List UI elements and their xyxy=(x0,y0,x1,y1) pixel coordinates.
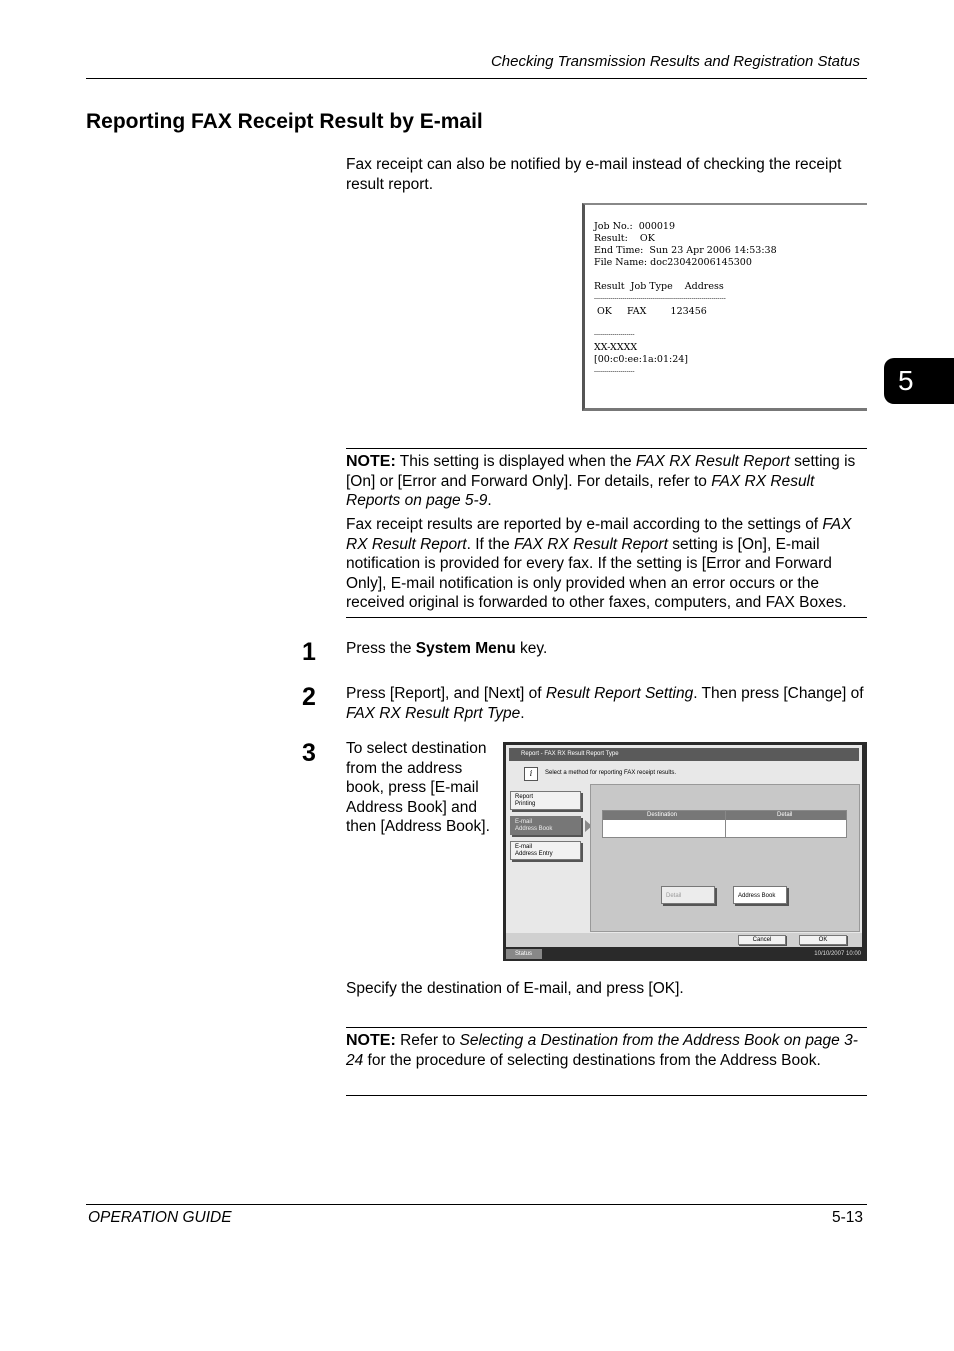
report-line: ----------------------------------------------------------------- xyxy=(594,295,726,302)
note-emphasis: FAX RX Result Report xyxy=(346,516,852,553)
step-number: 1 xyxy=(302,638,316,666)
note-reference: FAX RX Result Reports on page 5-9 xyxy=(346,472,815,509)
report-line: Result Job Type Address xyxy=(594,281,724,292)
setting-name: FAX RX Result Rprt Type xyxy=(346,704,521,722)
step-text xyxy=(346,639,867,659)
note-reference: Selecting a Destination from the Address Book on page 3-24 xyxy=(346,1032,858,1069)
info-icon: i xyxy=(524,767,538,781)
report-line: End Time: Sun 23 Apr 2006 14:53:38 xyxy=(594,245,777,256)
column-destination: Destination xyxy=(647,812,678,818)
button-label: Printing xyxy=(515,801,536,807)
report-line: Job No.: 000019 xyxy=(594,221,676,232)
note-text: Refer to xyxy=(395,1032,460,1049)
footer-guide-name: OPERATION GUIDE xyxy=(88,1209,232,1226)
note-paragraph xyxy=(346,452,867,511)
destination-table[interactable] xyxy=(602,810,847,838)
report-line: Result: OK xyxy=(594,233,655,244)
note-rule-bottom xyxy=(346,1095,867,1096)
note-text: for the procedure of selecting destinations from the Address Book. xyxy=(363,1051,821,1069)
footer-rule xyxy=(86,1204,867,1205)
report-line: -------------------- xyxy=(594,331,635,338)
step-text-part: Press [Report], and [Next] of xyxy=(346,685,546,702)
note-rule-bottom xyxy=(346,617,867,618)
address-book-button[interactable]: Address Book xyxy=(733,886,787,904)
report-email-image xyxy=(582,203,867,411)
button-label: Address Entry xyxy=(515,851,553,857)
note-text: setting is [On] or [Error and Forward Only]. For details, refer to xyxy=(346,453,856,490)
column-detail: Detail xyxy=(777,812,793,818)
button-label: E-mail xyxy=(515,819,533,825)
page-title: Reporting FAX Receipt Result by E-mail xyxy=(86,110,483,133)
report-printing-button[interactable] xyxy=(510,791,581,810)
step-number: 2 xyxy=(302,683,316,711)
intro-paragraph: Fax receipt can also be notified by e-mail instead of checking the receipt result report. xyxy=(346,156,842,193)
footer-page-number: 5-13 xyxy=(831,1209,863,1226)
key-name: System Menu xyxy=(415,640,516,657)
cancel-button[interactable]: Cancel xyxy=(738,935,786,945)
destination-panel xyxy=(590,784,860,932)
panel-screenshot xyxy=(503,742,867,961)
button-label: E-mail xyxy=(515,844,533,850)
setting-name: Result Report Setting xyxy=(545,685,694,702)
step-number: 3 xyxy=(302,739,316,767)
note-text: . xyxy=(487,492,492,509)
report-line: [00:c0:ee:1a:01:24] xyxy=(594,354,688,365)
note-emphasis: FAX RX Result Report xyxy=(635,453,790,470)
screen-title: Report - FAX RX Result Report Type xyxy=(509,748,859,761)
step-text-part: . Then press [Change] of xyxy=(693,685,864,702)
email-address-entry-button[interactable] xyxy=(510,841,581,860)
note-label: NOTE: xyxy=(346,1032,396,1049)
report-line: XX-XXXX xyxy=(594,342,638,353)
step-text: To select destination from the address book, press [E-mail Address Book] and then [Address Book]. xyxy=(346,740,490,835)
report-line: -------------------- xyxy=(594,368,635,375)
specify-paragraph: Specify the destination of E-mail, and press [OK]. xyxy=(346,980,684,997)
screen-action-bar xyxy=(506,933,862,947)
email-address-book-button[interactable] xyxy=(510,816,581,835)
step-text-part: . xyxy=(520,704,525,722)
note-text: . If the xyxy=(466,535,514,553)
button-label: Report xyxy=(515,794,534,800)
report-line: File Name: doc23042006145300 xyxy=(594,257,752,268)
ok-button[interactable]: OK xyxy=(799,935,847,945)
header-rule xyxy=(86,78,867,79)
running-header: Checking Transmission Results and Registration Status xyxy=(490,53,860,70)
screen-datetime: 10/10/2007 10:00 xyxy=(814,951,861,957)
status-button[interactable]: Status xyxy=(506,949,542,959)
detail-button[interactable]: Detail xyxy=(661,886,715,904)
note-label: NOTE: xyxy=(346,453,396,470)
note-paragraph xyxy=(346,515,867,613)
screen-info-text: Select a method for reporting FAX receipt results. xyxy=(545,770,677,776)
step-text-part: key. xyxy=(515,640,548,657)
note-text: Fax receipt results are reported by e-mail according to the settings of xyxy=(346,516,823,533)
step-text-part: Press the xyxy=(346,640,416,657)
note-emphasis: FAX RX Result Report xyxy=(514,535,668,553)
note-rule-top xyxy=(346,448,867,449)
chapter-tab: 5 xyxy=(884,358,954,404)
note-text: This setting is displayed when the xyxy=(395,453,636,470)
column-divider xyxy=(725,811,726,837)
note-paragraph xyxy=(346,1031,867,1070)
report-line: OK FAX 123456 xyxy=(594,306,707,317)
button-label: Address Book xyxy=(515,826,553,832)
note-rule-top xyxy=(346,1027,867,1028)
step-text xyxy=(346,684,867,723)
note-text: setting is [On], E-mail notification is provided for every fax. If the setting is [Error and Forward Only], E-mail notification is only provided when an error occurs or the received original is forwarded to other faxes, computers, and FAX Boxes. xyxy=(346,535,847,611)
screen-body xyxy=(506,745,862,933)
